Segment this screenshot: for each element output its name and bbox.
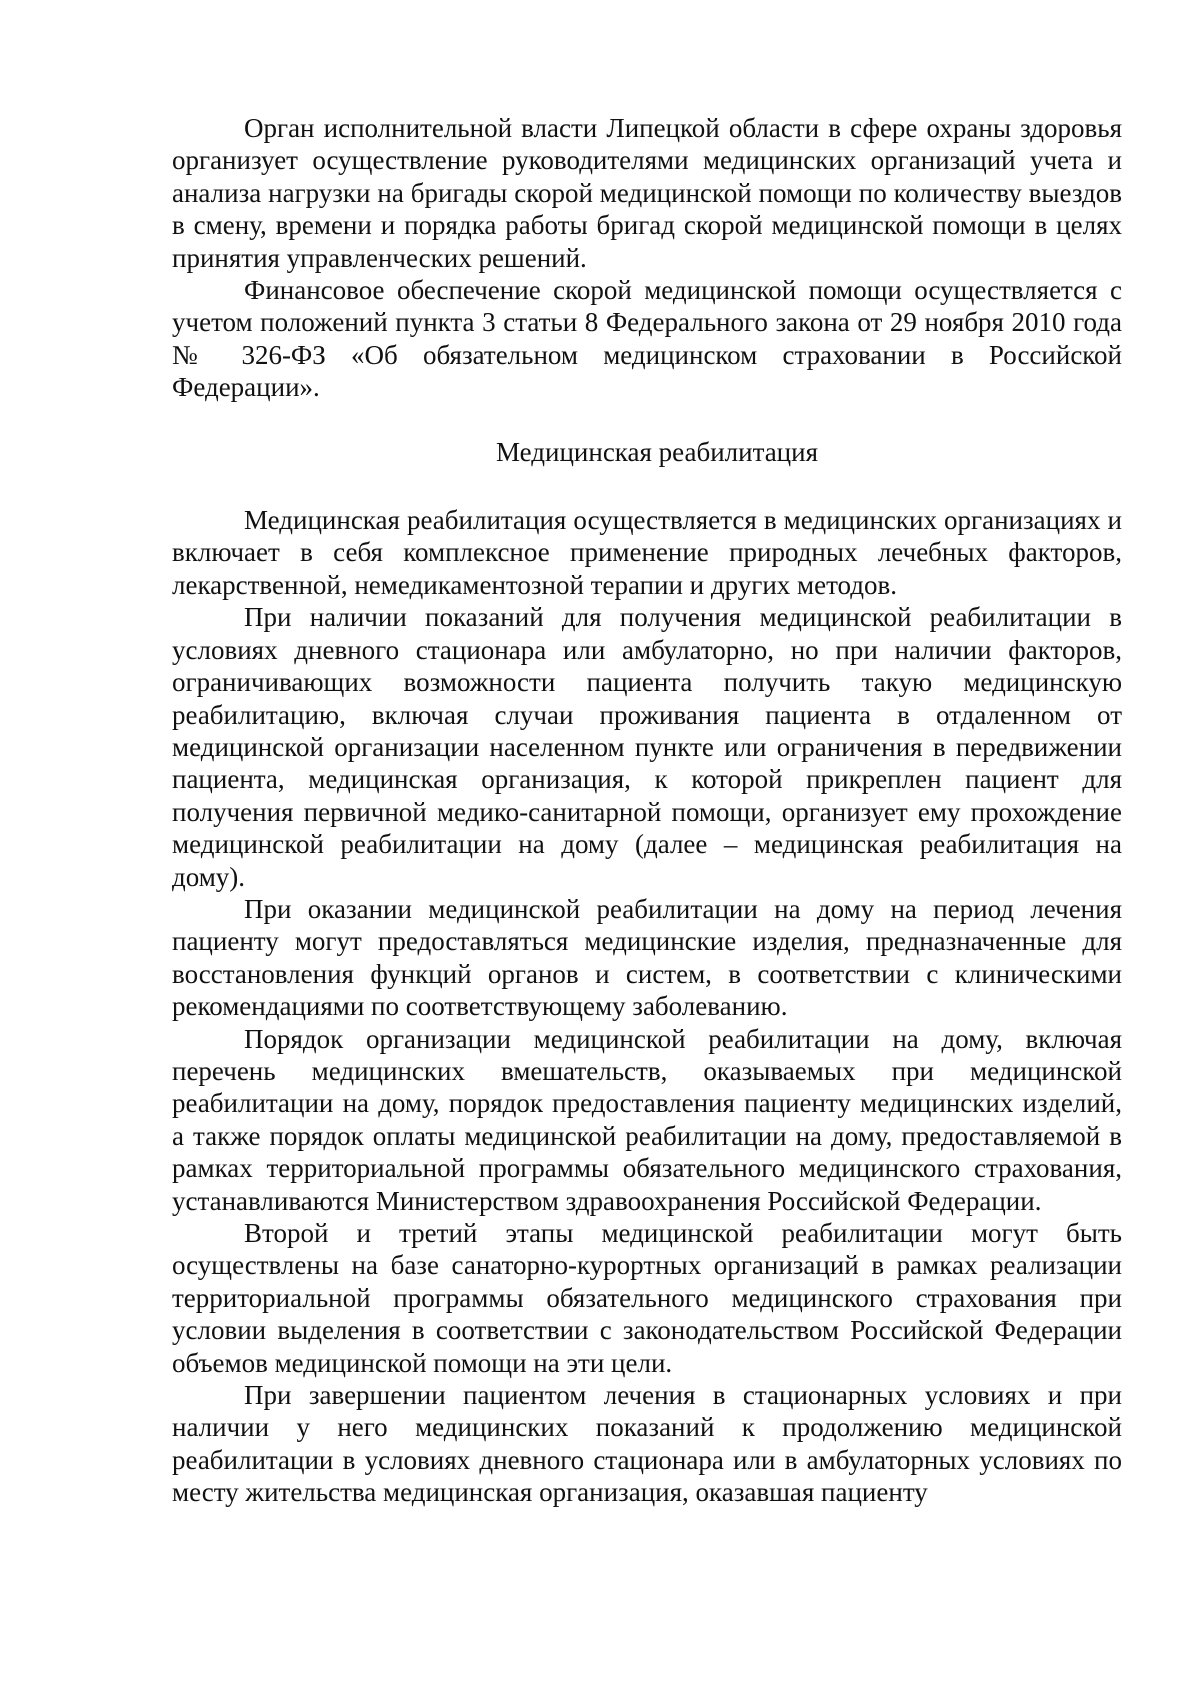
section-heading: Медицинская реабилитация xyxy=(496,436,818,467)
paragraph-emergency-care-accounting: Орган исполнительной власти Липецкой области в сфере охраны здоровья организует осуществление руководителями медицинских организаций учета и анализа нагрузки на бригады скорой медицинской помощи по количеству выездов в смену, времени и порядка работы бригад скорой медицинской помощи в целях принятия управленческих решений. xyxy=(172,113,1122,273)
document-page xyxy=(172,112,1122,1509)
paragraph-rehabilitation-procedure: Порядок организации медицинской реабилитации на дому, включая перечень медицинских вмешательств, оказываемых при медицинской реабилитации на дому, порядок предоставления пациенту медицинских изделий, а также порядок оплаты медицинской реабилитации на дому, предоставляемой в рамках территориальной программы обязательного медицинского страхования, устанавливаются Министерством здравоохранения Российской Федерации. xyxy=(172,1023,1122,1216)
paragraph-rehabilitation-definition: Медицинская реабилитация осуществляется в медицинских организациях и включает в себя комплексное применение природных лечебных факторов, лекарственной, немедикаментозной терапии и других методов. xyxy=(172,505,1122,600)
paragraph-medical-devices: При оказании медицинской реабилитации на дому на период лечения пациенту могут предоставляться медицинские изделия, предназначенные для восстановления функций органов и систем, в соответствии с клиническими рекомендациями по соответствующему заболеванию. xyxy=(172,893,1122,1022)
paragraph-rehabilitation-at-home: При наличии показаний для получения медицинской реабилитации в условиях дневного стационара или амбулаторно, но при наличии факторов, ограничивающих возможности пациента получить такую медицинскую реабилитацию, включая случаи проживания пациента в отдаленном от медицинской организации населенном пункте или ограничения в передвижении пациента, медицинская организация, к которой прикреплен пациент для получения первичной медико-санитарной помощи, организует ему прохождение медицинской реабилитации на дому (далее – медицинская реабилитация на дому). xyxy=(172,602,1122,892)
paragraph-emergency-care-financing: Финансовое обеспечение скорой медицинской помощи осуществляется с учетом положений пункта 3 статьи 8 Федерального закона от 29 ноября 2010 года № 326-ФЗ «Об обязательном медицинском страховании в Российской Федерации». xyxy=(172,275,1122,403)
paragraph-discharge-continuation: При завершении пациентом лечения в стационарных условиях и при наличии у него медицинских показаний к продолжению медицинской реабилитации в условиях дневного стационара или в амбулаторных условиях по месту жительства медицинская организация, оказавшая пациенту xyxy=(172,1380,1122,1508)
paragraph-sanatorium-stages: Второй и третий этапы медицинской реабилитации могут быть осуществлены на базе санаторно-курортных организаций в рамках реализации территориальной программы обязательного медицинского страхования при условии выделения в соответствии с законодательством Российской Федерации объемов медицинской помощи на эти цели. xyxy=(172,1218,1122,1378)
